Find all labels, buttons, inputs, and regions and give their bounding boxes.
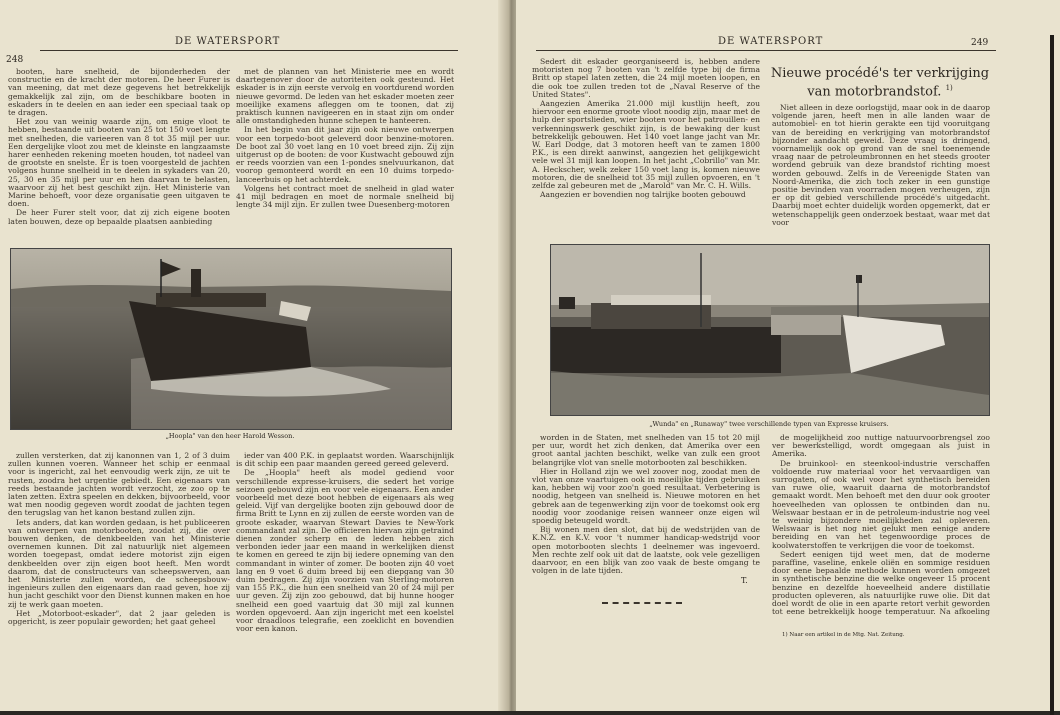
motorboats-photo <box>551 245 989 415</box>
right-page <box>516 0 1060 711</box>
photo-wunda-runaway <box>550 244 990 416</box>
paragraph: In het begin van dit jaar zijn ook nieuwe ontwerpen voor een torpedo-boot geleverd door benzine-motoren. De boot zal 30 voet lang en 10 voet breed zijn. Zij zijn uitgerust op de booten: de voor Kustwacht gebouwd zijn er reeds voorzien van een 1-pondes snelvuurkanon, dat voorop gemonteerd wordt en een 10 duims torpedo-lanceerbuis op het achterdek. <box>236 125 454 184</box>
column-text <box>236 452 454 692</box>
running-head: DE WATERSPORT <box>175 36 281 47</box>
paragraph: Bij wonen men den slot, dat bij de wedstrijden van de K.N.Z. en K.V. voor 't nummer handicap-wedstrijd voor open motorbooten slechts 1 deelnemer was ingevoerd. Men rechte zelf ook uit dat de laatste, ook vele gezelligen daarvoor, en een blijk van zoo vaak de beste omgang te volgen in de late tijden. <box>532 525 760 576</box>
paragraph: Aangezien er bovendien nog talrijke booten gebouwd <box>540 190 746 200</box>
left-page <box>0 0 512 711</box>
column-text <box>772 104 990 238</box>
motorboat-photo <box>11 249 451 429</box>
paragraph: Aangezien Amerika 21.000 mijl kustlijn heeft, zou hiervoor een enorme groote vloot noodig zijn, maar met de hulp der sportslieden, wier booten voor het patrouillen- en verkenningswerk geschikt zijn, is de bewaking der kust betrekkelijk gebouwen. Het 140 voet lange jacht van Mr. W. Earl Dodge, dat 3 motoren heeft van te zamen 1800 P.K., is een direkt aanwinst, aangezien het gelijkgewicht vele wel 31 mijl kan loopen. In het jacht „Cobrillo" van Mr. A. Heckscher, welk zeker 150 voet lang is, komen nieuwe motoren, die de snelheid tot 35 mijl zullen opvoeren, en 't zelfde zal gebeuren met de „Marold" van Mr. C. H. Wills. <box>532 99 760 191</box>
photo-caption: „Wunda" en „Runaway" twee verschillende typen van Expresse kruisers. <box>649 420 889 428</box>
paragraph: Sedert dit eskader georganiseerd is, hebben andere motoristen nog 7 booten van 't zelfde type bij de firma Britt op stapel laten zetten, die 24 mijl moeten loopen, en die ook toe zullen treden tot de „Naval Reserve of the United States". <box>532 58 760 99</box>
column-text <box>532 434 760 580</box>
paragraph: de mogelijkheid zoo nuttige natuurvoorbrengsel zoo ver bewerkstelligd, wordt omgegaan als juist in Amerika. <box>772 434 990 459</box>
paragraph: met de plannen van het Ministerie mee en wordt daartegenover door de autoriteiten ook gesteund. Het eskader is in zijn eerste vervolg en voortdurend worden nieuwe gevormd. De leden van het eskader moeten zeer moeilijke examens afleggen om te toonen, dat zij praktisch kunnen navigeeren en in staat zijn om onder alle omstandigheden hunne schepen te hanteeren. <box>236 68 454 126</box>
paragraph: Iets anders, dat kan worden gedaan, is het publiceeren van ontwerpen van motorbooten, zoodat zij, die over bouwen denken, de denkbeelden van het Ministerie overnemen kunnen. Dit zal natuurlijk niet algemeen worden toegepast, omdat iedere motorist zijn eigen denkbeelden over zijn eigen boot heeft. Men wordt daarom, dat de constructeurs van scheepswerven, aan het Ministerie zullen worden, de scheepsbouw-ingenieurs zullen den eigenaars dan raad geven, hoe zij hun jacht geschikt voor den Dienst kunnen maken en hoe zij te werk gaan moeten. <box>8 517 230 609</box>
column-text <box>772 434 990 616</box>
column-text <box>236 68 454 246</box>
scan-edge <box>1050 35 1054 715</box>
photo-hoopla <box>10 248 452 430</box>
heading-footnote-mark: 1) <box>945 84 953 92</box>
paragraph: zullen versterken, dat zij kanonnen van 1, 2 of 3 duim zullen kunnen voeren. Wanneer het schip er eenmaal voor is ingericht, zal het eenvoudig werk zijn, ze uit te rusten, zoodra het urgentie gebiedt. Een eigenaars van reeds bestaande jachten wordt verzocht, ze zoo op te laten zetten. Extra speelen en dekken, bijvoorbeeld, voor wat men noodig gegeven wordt zoodat de jachten tegen den terugslag van het kanon bestand zullen zijn. <box>8 452 230 518</box>
header-rule <box>40 50 458 51</box>
column-text <box>8 68 230 246</box>
article-end-ornament <box>602 602 682 606</box>
paragraph: Hier in Holland zijn we wel zoover nog, zoodat men de vlot van onze vaartuigen ook in moeilijke tijden gebruiken kan, hebben wij voor zoo'n goed resultaat. Verbetering is noodig, hetgeen van snelheid is. Nieuwe motoren en het gebrek aan de tegenwerking zijn voor de toekomst ook erg noodig voor zoodanige reisen wanneer onze eigen wil spoedig beteugeld wordt. <box>532 466 760 526</box>
paragraph: worden in de Staten, met snelheden van 15 tot 20 mijl per uur, wordt het zich denken, dat Amerika over een groot aantal jachten beschikt, welke van zulk een groot belangrijke vlot van snelle motorbooten zal beschikken. <box>532 434 760 467</box>
paragraph: Niet alleen in deze oorlogstijd, maar ook in de daarop volgende jaren, heeft men in alle landen waar de automobiel- en tot hierin gerakte een tijd vooruitgang van de bereiding en verkrijging van motorbrandstof bijzonder aandacht geweid. Deze vraag is dringend, voornamelijk ook op grond van de snel toenemende vraag naar de petroleumbronnen en het steeds grooter wordend gebruik van deze brandstof richting moest worden gebouwd. Zelfs in de Vereenigde Staten van Noord-Amerika, die zich toch zeker in een gunstige positie bevinden van voorraden mogen verheugen, zijn er op dit gebied verschillende procédé's uitgedacht. Daarbij moet echter duidelijk worden opgemerkt, dat er wetenschappelijk geen onderzoek bestaat, waar met dat voor <box>772 104 990 227</box>
header-rule <box>536 50 996 51</box>
heading-text: Nieuwe procédé's ter verkrijging van motorbrandstof. <box>770 66 990 100</box>
photo-caption: „Hoopla" van den heer Harold Wesson. <box>165 432 295 440</box>
footnote: 1) Naar een artikel in de Mtg. Nat. Zeitung. <box>782 632 905 638</box>
article-heading <box>770 66 990 99</box>
paragraph: ieder van 400 P.K. in geplaatst worden. Waarschijnlijk is dit schip een paar maanden gereed gereed geleverd. <box>236 452 454 469</box>
paragraph: booten, hare snelheid, de bijonderheden der constructie en de kracht der motoren. De heer Furer is van meening, dat met deze gegevens het betrekkelijk gemakkelijk zal zijn, om de beschikbare booten in eskaders in te deelen en aan ieder een speciaal taak op te dragen. <box>8 68 230 118</box>
paragraph: De heer Furer stelt voor, dat zij zich eigene booten laten bouwen, deze op bepaalde plaatsen aanbieding <box>8 208 230 226</box>
running-head: DE WATERSPORT <box>718 36 824 47</box>
article-signature: T. <box>741 576 748 585</box>
column-text <box>8 452 230 692</box>
paragraph: Volgens het contract moet de snelheid in glad water 41 mijl bedragen en moet de normale snelheid bij lengte 34 mijl zijn. Er zullen twee Duesenberg-motoren <box>236 183 454 210</box>
column-text <box>532 58 760 238</box>
paragraph: Het zou van weinig waarde zijn, om enige vloot te hebben, bestaande uit booten van 25 tot 150 voet lengte met snelheden, die varieeren van 8 tot 35 mijl per uur. Een dergelijke vloot zou met de kleinste en langzaamste harer eenheden rekening moeten houden, tot nadeel van de grootste en snelste. Er is toen voorgesteld de jachten volgens hunne snelheid in te deelen in sykaders van 20, 25, 30 en 35 mijl per uur en hen daarvan te belasten, waarvoor zij het best geschikt zijn. Het Ministerie van Marine behoeft, voor deze organisatie geen uitgaven te doen. <box>8 117 230 209</box>
page-number: 248 <box>6 55 24 65</box>
paragraph: De „Hoopla" heeft als model gediend voor verschillende expresse-kruisers, die sedert het vorige seizoen gebouwd zijn en voor vele eigenaars. Een ander voorbeeld met deze boot hebben de eigenaars als weg geleid. Vijf van dergelijke booten zijn gebouwd door de firma Britt te Lynn en zij zullen de eerste worden van de groote eskader, waarvan Stewart Davies te New-York commandant zal zijn. De officieren hiervan zijn getraind dienen zonder scherp en de leden hebben zich verbonden ieder jaar een maand in werkelijken dienst te komen en gereed te zijn bij iedere opneming van den commandant in winter of zomer. De booten zijn 40 voet lang en 9 voet 6 duim breed bij een diepgang van 30 duim bedragen. Zij zijn voorzien van Sterling-motoren van 155 P.K., die hun een snelheid van 20 of 24 mijl per uur geven. Zij zijn zoo gebouwd, dat bij hunne hooger snelheid een goed vaartuig dat 30 mijl zal kunnen worden opgevoerd. Aan zijn ingericht met een koelstel voor draadloos telegrafie, een zoeklicht en bovendien voor een kanon. <box>236 468 454 634</box>
paragraph: Het „Motorboot-eskader", dat 2 jaar geleden is opgericht, is zeer populair geworden; het gaat geheel <box>8 608 230 627</box>
paragraph: De bruinkool- en steenkool-industrie verschaffen voldoende ruw materiaal voor het vervaardigen van surrogaten, of ook wel voor het synthetisch bereiden van ruwe olie, waaruit daarna de motorbrandstof gemaakt wordt. Men behoeft met den duur ook grooter hoeveelheden van oplossen te ontbinden dan nu. Welswaar bestaan er in de petroleum-industrie nog veel te weinig bijzondere moeilijkheden zal opleveren. Welswaar is het nog niet gelukt men eenige andere bereiding en van het tegenwoordige proces de koolwaterstoffen te verkrijgen die voor de toekomst. <box>772 458 990 550</box>
paragraph: Sedert eenigen tijd weet men, dat de moderne paraffine, vaseline, enkele oliën en sommige residuen door eene bepaalde methode kunnen worden omgezet in synthetische benzine die welke ongeveer 15 procent benzine en dezelfde hoeveelheid andere distillatie producten opleveren, als natuurlijke ruwe olie. Dit dat doel wordt de olie in een aparte retort verhit geworden tot eene betrekkelijk hooge temperatuur. Na afkoeling <box>772 549 990 616</box>
page-number: 249 <box>971 38 989 48</box>
